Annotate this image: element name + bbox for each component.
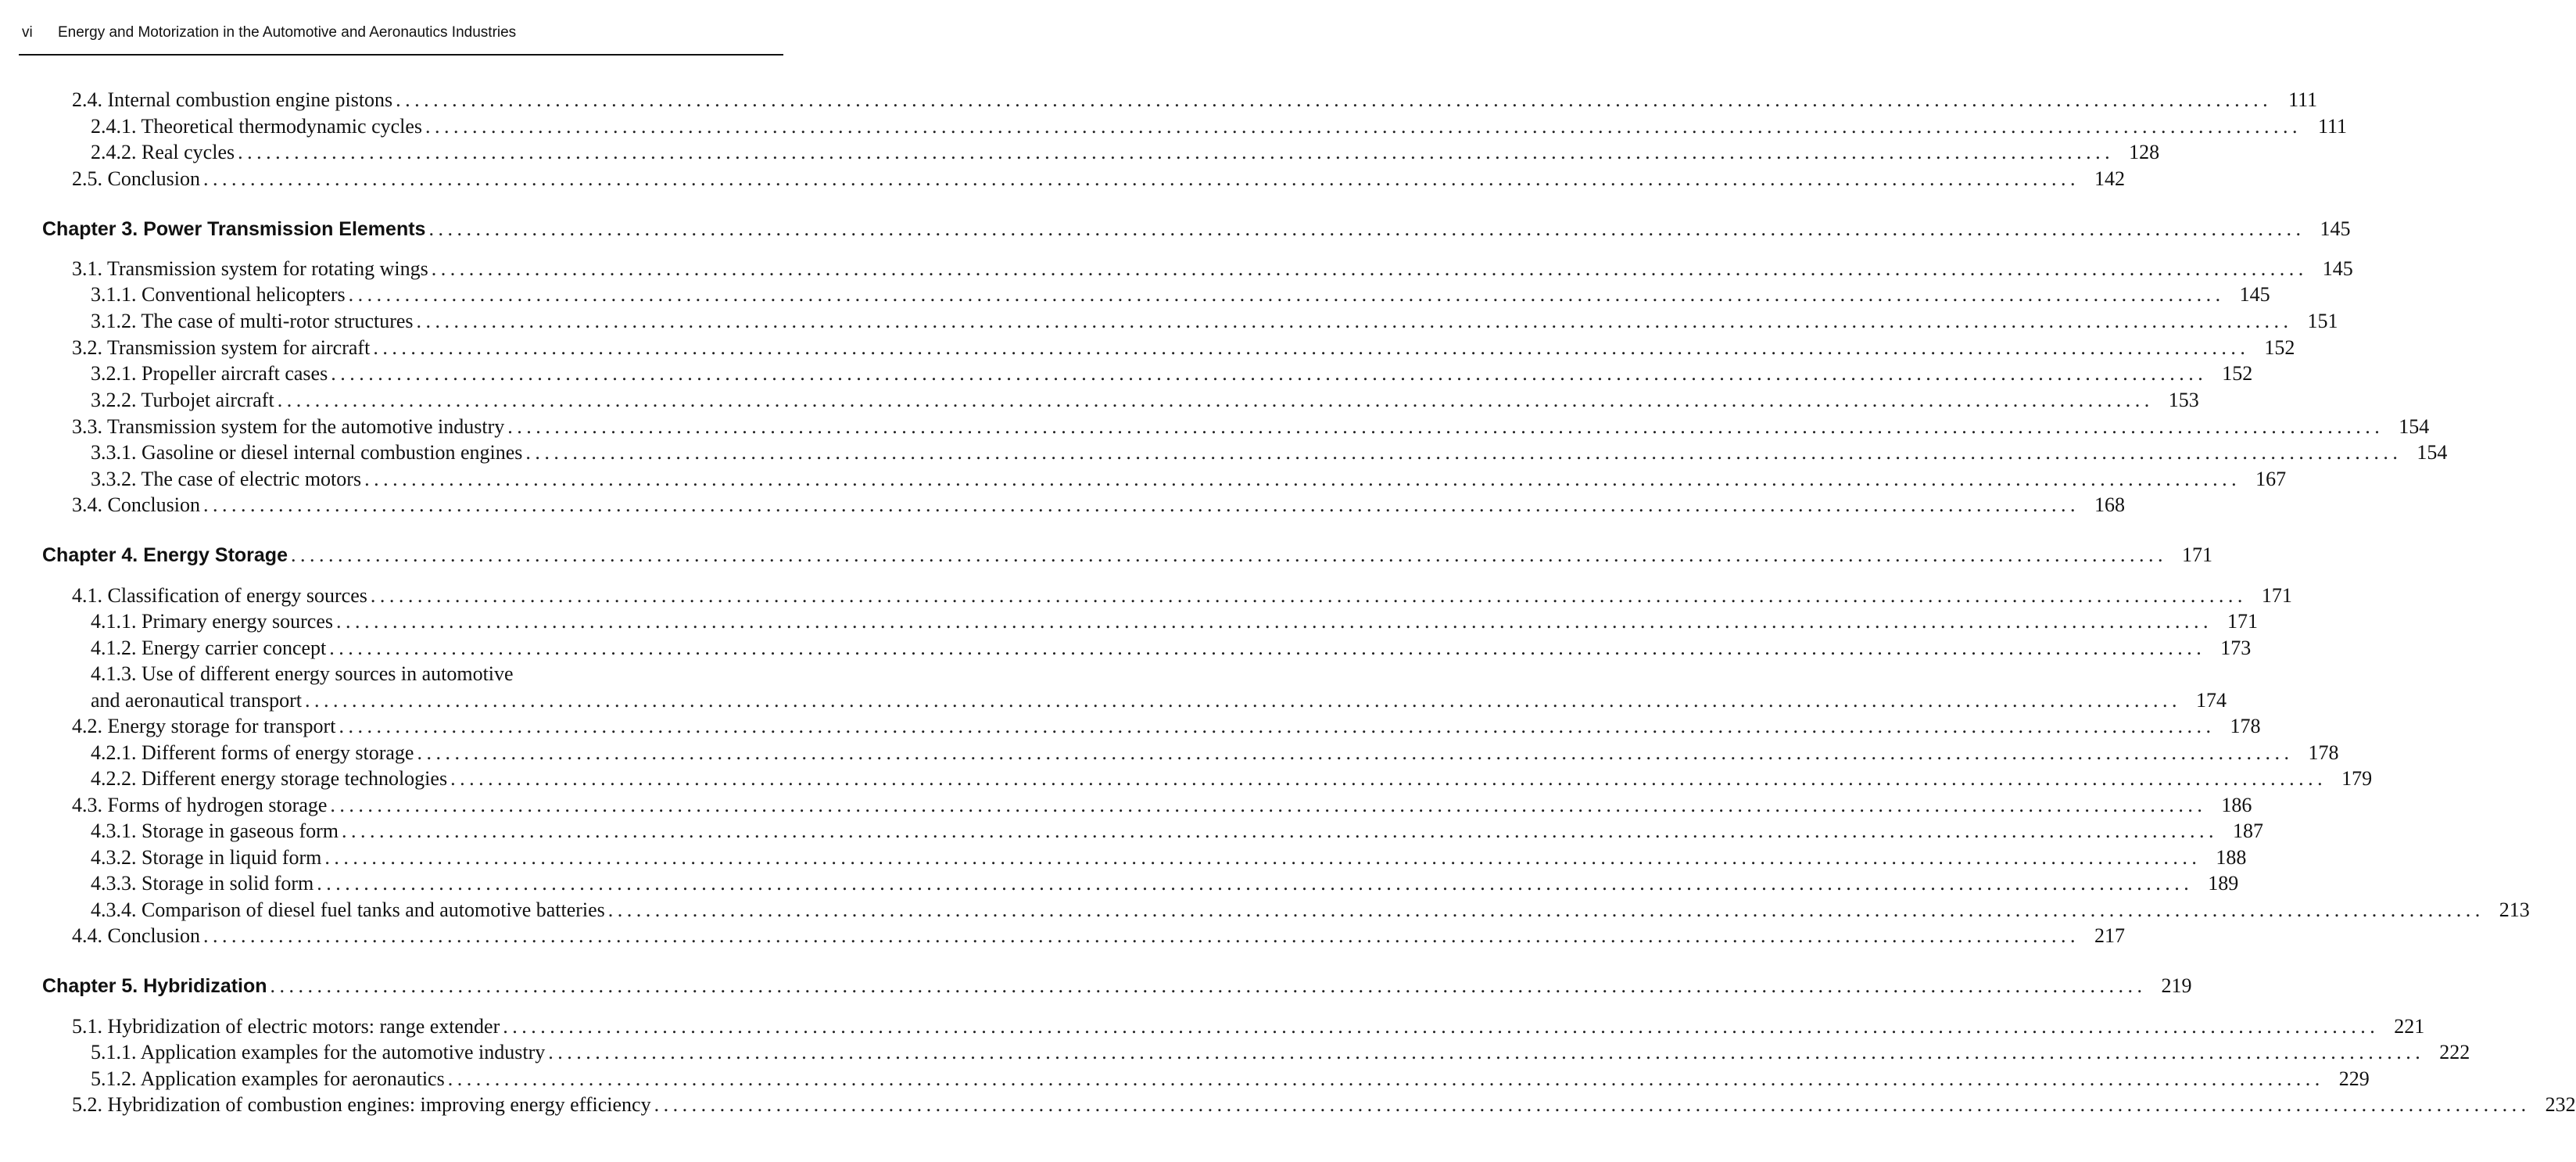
toc-page-number: 189 <box>2208 872 2239 895</box>
toc-entry-title: 5.1.1. Application examples for the automotive industry <box>91 1041 546 1063</box>
dot-leader: ........................................................................................................................................................................................................ <box>416 310 2293 332</box>
dot-leader: ........................................................................................................................................................................................................ <box>331 362 2208 385</box>
toc-entry-title: 3.4. Conclusion <box>72 493 200 516</box>
toc-chapter-entry[interactable] <box>42 543 2212 570</box>
dot-leader: ........................................................................................................................................................................................................ <box>324 846 2202 869</box>
toc-entry-title: 4.3.3. Storage in solid form <box>91 872 314 895</box>
toc-entry[interactable] <box>72 584 2292 611</box>
toc-page-number: 222 <box>2439 1041 2470 1063</box>
toc-page-number: 152 <box>2222 362 2253 385</box>
toc-entry[interactable] <box>91 362 2253 389</box>
toc-entry[interactable] <box>91 872 2239 898</box>
toc-entry-title: 4.1. Classification of energy sources <box>72 584 367 607</box>
dot-leader: ........................................................................................................................................................................................................ <box>290 543 2167 566</box>
dot-leader: ........................................................................................................................................................................................................ <box>431 257 2308 280</box>
toc-entry[interactable] <box>91 610 2259 637</box>
toc-page-number: 219 <box>2161 974 2192 997</box>
page-folio: vi <box>22 24 33 41</box>
toc-entry-title: 3.2.2. Turbojet aircraft <box>91 389 274 411</box>
dot-leader: ........................................................................................................................................................................................................ <box>277 389 2154 411</box>
toc-page-number: 142 <box>2094 167 2125 190</box>
toc-page-number: 174 <box>2196 689 2227 712</box>
toc-entry-title: 3.2. Transmission system for aircraft <box>72 336 371 359</box>
toc-page-number: 145 <box>2320 217 2351 240</box>
toc-entry-title: Chapter 4. Energy Storage <box>42 544 288 566</box>
dot-leader: ........................................................................................................................................................................................................ <box>450 767 2327 790</box>
dot-leader: ........................................................................................................................................................................................................ <box>348 283 2225 306</box>
toc-entry-title: 4.3.4. Comparison of diesel fuel tanks and automotive batteries <box>91 898 605 921</box>
toc-chapter-entry[interactable] <box>42 974 2192 1001</box>
toc-page-number: 178 <box>2230 715 2261 737</box>
toc-entry-title: 3.3.1. Gasoline or diesel internal combustion engines <box>91 441 523 464</box>
toc-entry-title: 3.1.2. The case of multi-rotor structures <box>91 310 414 332</box>
toc-page-number: 128 <box>2129 141 2160 163</box>
toc-entry-title: 2.4. Internal combustion engine pistons <box>72 88 393 111</box>
toc-page-number: 188 <box>2216 846 2247 869</box>
toc-entry[interactable] <box>72 1015 2425 1042</box>
dot-leader: ........................................................................................................................................................................................................ <box>202 924 2080 947</box>
toc-page-number: 111 <box>2288 88 2318 111</box>
toc-entry-title: 4.2.2. Different energy storage technologies <box>91 767 448 790</box>
toc-entry-title: 3.2.1. Propeller aircraft cases <box>91 362 328 385</box>
toc-entry[interactable] <box>72 257 2353 284</box>
dot-leader: ........................................................................................................................................................................................................ <box>396 88 2273 111</box>
toc-page-number: 154 <box>2399 415 2430 438</box>
toc-entry[interactable] <box>91 846 2247 873</box>
toc-entry[interactable] <box>91 689 2227 715</box>
toc-page-number: 187 <box>2233 819 2264 842</box>
dot-leader: ........................................................................................................................................................................................................ <box>342 819 2219 842</box>
dot-leader: ........................................................................................................................................................................................................ <box>507 415 2384 438</box>
toc-entry[interactable] <box>72 88 2318 115</box>
toc-page-number: 171 <box>2181 543 2212 566</box>
toc-page-number: 153 <box>2168 389 2199 411</box>
toc-entry[interactable] <box>72 167 2125 194</box>
dot-leader: ........................................................................................................................................................................................................ <box>654 1093 2531 1116</box>
dot-leader: ........................................................................................................................................................................................................ <box>503 1015 2380 1038</box>
toc-entry-title: Chapter 5. Hybridization <box>42 975 267 997</box>
toc-entry-title: 4.3.1. Storage in gaseous form <box>91 819 339 842</box>
dot-leader: ........................................................................................................................................................................................................ <box>202 493 2080 516</box>
toc-entry[interactable] <box>91 637 2252 663</box>
dot-leader: ........................................................................................................................................................................................................ <box>317 872 2194 895</box>
toc-entry[interactable] <box>72 415 2430 442</box>
dot-leader: ........................................................................................................................................................................................................ <box>336 610 2213 633</box>
toc-entry[interactable] <box>91 389 2199 415</box>
toc-entry[interactable] <box>91 741 2339 768</box>
dot-leader: ........................................................................................................................................................................................................ <box>305 689 2181 712</box>
toc-page-number: 217 <box>2094 924 2125 947</box>
toc-page-number: 229 <box>2338 1067 2370 1090</box>
toc-entry[interactable] <box>72 924 2125 951</box>
toc-page-number: 152 <box>2264 336 2295 359</box>
toc-entry[interactable] <box>91 141 2160 167</box>
dot-leader: ........................................................................................................................................................................................................ <box>525 441 2402 464</box>
dot-leader: ........................................................................................................................................................................................................ <box>238 141 2115 163</box>
toc-entry[interactable] <box>91 1041 2470 1067</box>
toc-page-number: 179 <box>2341 767 2373 790</box>
toc-entry[interactable] <box>72 794 2252 820</box>
toc-page-number: 173 <box>2220 637 2252 659</box>
toc-entry-title: 5.1. Hybridization of electric motors: range extender <box>72 1015 500 1038</box>
toc-page-number: 178 <box>2308 741 2339 764</box>
running-title: Energy and Motorization in the Automotive and Aeronautics Industries <box>58 24 517 41</box>
toc-page-number: 145 <box>2322 257 2353 280</box>
toc-page-number: 145 <box>2239 283 2270 306</box>
dot-leader: ........................................................................................................................................................................................................ <box>329 637 2206 659</box>
toc-page-number: 186 <box>2221 794 2252 816</box>
toc-entry-title: 2.5. Conclusion <box>72 167 200 190</box>
toc-entry[interactable] <box>91 283 2270 310</box>
toc-page-number: 232 <box>2545 1093 2576 1116</box>
toc-entry[interactable] <box>91 819 2264 846</box>
dot-leader: ........................................................................................................................................................................................................ <box>373 336 2250 359</box>
toc-page-number: 171 <box>2261 584 2292 607</box>
dot-leader: ........................................................................................................................................................................................................ <box>548 1041 2425 1063</box>
running-header <box>22 24 783 41</box>
toc-entry-title: 3.3. Transmission system for the automotive industry <box>72 415 505 438</box>
toc-entry[interactable] <box>72 715 2261 741</box>
toc-entry[interactable] <box>72 1093 2576 1120</box>
toc-entry[interactable] <box>91 468 2287 494</box>
toc-page-number: 154 <box>2417 441 2448 464</box>
dot-leader: ........................................................................................................................................................................................................ <box>447 1067 2324 1090</box>
toc-page-number: 221 <box>2394 1015 2425 1038</box>
dot-leader: ........................................................................................................................................................................................................ <box>425 115 2302 138</box>
toc-entry-title: 4.4. Conclusion <box>72 924 200 947</box>
toc-entry[interactable] <box>91 115 2348 142</box>
toc-page-number: 168 <box>2094 493 2125 516</box>
toc-chapter-entry[interactable] <box>42 217 2351 244</box>
dot-leader: ........................................................................................................................................................................................................ <box>370 584 2247 607</box>
toc-page-number: 171 <box>2227 610 2259 633</box>
toc-page-number: 151 <box>2307 310 2338 332</box>
header-rule <box>19 54 783 56</box>
toc-entry-title: 4.2. Energy storage for transport <box>72 715 336 737</box>
toc-entry-title: 3.1. Transmission system for rotating wings <box>72 257 428 280</box>
toc-entry[interactable] <box>91 310 2338 336</box>
toc-page-number: 213 <box>2499 898 2530 921</box>
dot-leader: ........................................................................................................................................................................................................ <box>339 715 2216 737</box>
toc-entry[interactable] <box>72 336 2295 363</box>
toc-entry-title: Chapter 3. Power Transmission Elements <box>42 218 426 240</box>
toc-entry-title: 2.4.2. Real cycles <box>91 141 235 163</box>
toc-entry-title: 3.3.2. The case of electric motors <box>91 468 362 490</box>
dot-leader: ........................................................................................................................................................................................................ <box>270 974 2147 997</box>
dot-leader: ........................................................................................................................................................................................................ <box>417 741 2294 764</box>
toc-entry[interactable] <box>91 898 2530 925</box>
toc-entry-title: 4.3.2. Storage in liquid form <box>91 846 322 869</box>
toc-entry-title: 3.1.1. Conventional helicopters <box>91 283 346 306</box>
toc-entry-title: 4.1.2. Energy carrier concept <box>91 637 327 659</box>
toc-entry[interactable] <box>91 441 2448 468</box>
dot-leader: ........................................................................................................................................................................................................ <box>428 217 2306 240</box>
dot-leader: ........................................................................................................................................................................................................ <box>202 167 2080 190</box>
toc-entry[interactable] <box>91 767 2373 794</box>
toc-entry-title: 5.2. Hybridization of combustion engines: improving energy efficiency <box>72 1093 651 1116</box>
dot-leader: ........................................................................................................................................................................................................ <box>330 794 2207 816</box>
toc-page-number: 167 <box>2255 468 2287 490</box>
toc-entry-title: 4.2.1. Different forms of energy storage <box>91 741 414 764</box>
toc-entry-title: 5.1.2. Application examples for aeronautics <box>91 1067 445 1090</box>
toc-entry-continued: 4.1.3. Use of different energy sources in automotive <box>91 662 514 685</box>
dot-leader: ........................................................................................................................................................................................................ <box>607 898 2485 921</box>
toc-entry[interactable] <box>91 1067 2370 1094</box>
toc-entry-title: and aeronautical transport <box>91 689 302 712</box>
toc-entry-title: 4.3. Forms of hydrogen storage <box>72 794 328 816</box>
toc-entry[interactable] <box>72 493 2125 520</box>
dot-leader: ........................................................................................................................................................................................................ <box>364 468 2241 490</box>
toc-page-number: 111 <box>2317 115 2348 138</box>
toc-entry-title: 4.1.1. Primary energy sources <box>91 610 334 633</box>
toc-entry-title: 2.4.1. Theoretical thermodynamic cycles <box>91 115 423 138</box>
